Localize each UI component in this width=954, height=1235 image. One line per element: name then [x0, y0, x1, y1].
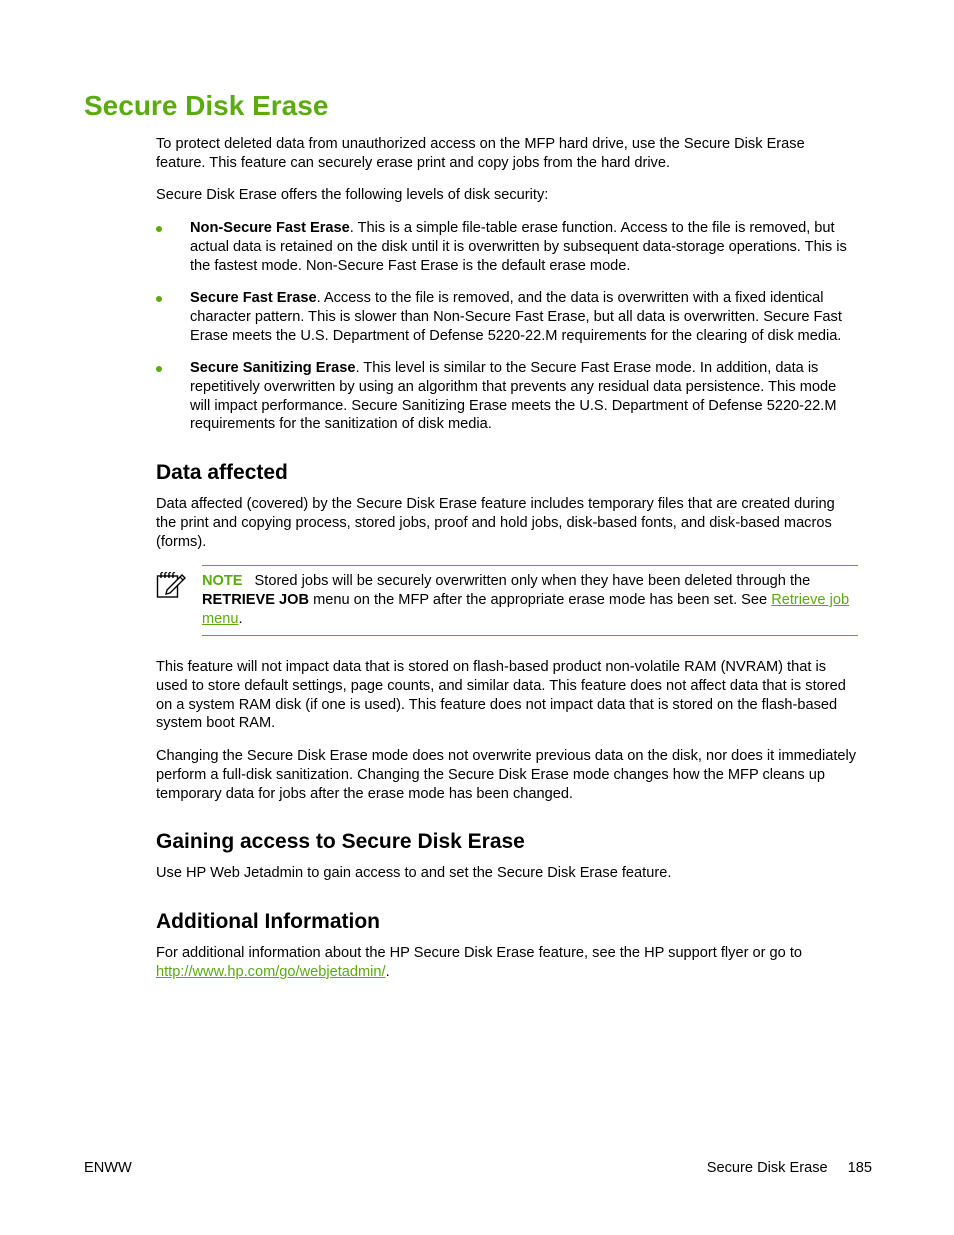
additional-text-end: .: [385, 963, 390, 980]
note-text: Stored jobs will be securely overwritten only when they have been deleted through the: [254, 573, 811, 590]
list-item-term: Non-Secure Fast Erase: [190, 220, 350, 237]
retrieve-job-menu-link[interactable]: Retrieve job menu: [202, 591, 850, 627]
changing-mode-paragraph: Changing the Secure Disk Erase mode does not overwrite previous data on the disk, nor does it immediately perform a full-disk sanitization. Changing the Secure Disk Erase mode changes how the MFP cleans up temporary data for jobs after the erase mode has been changed.: [156, 748, 857, 802]
page-title: Secure Disk Erase: [84, 90, 329, 121]
additional-text: For additional information about the HP Secure Disk Erase feature, see the HP support flyer or go to: [156, 944, 802, 961]
main-content: [156, 135, 858, 995]
list-item: [156, 359, 858, 434]
intro-paragraph-2: Secure Disk Erase offers the following levels of disk security:: [156, 187, 549, 204]
list-item: [156, 289, 858, 345]
data-affected-paragraph: Data affected (covered) by the Secure Disk Erase feature includes temporary files that are created during the print and copying process, stored jobs, proof and hold jobs, disk-based fonts, and disk-based macros (forms).: [156, 496, 835, 550]
footer-section-title: Secure Disk Erase: [706, 1160, 828, 1176]
webjetadmin-link[interactable]: http://www.hp.com/go/webjetadmin/: [156, 963, 386, 980]
bullet-dot-icon: [156, 366, 162, 372]
list-item-text: . This level is similar to the Secure Fast Erase mode. In addition, data is repetitively overwritten by using an algorithm that prevents any residual data persistence. This mode will impact performance. Secure Sanitizing Erase meets the U.S. Department of Defense 5220-22.M requirements for the sanitization of disk media.: [190, 360, 837, 433]
list-item: [156, 219, 858, 275]
bullet-dot-icon: [156, 296, 162, 302]
note-text-continued: menu on the MFP after the appropriate erase mode has been set. See: [309, 591, 772, 608]
list-item-term: Secure Fast Erase: [190, 290, 317, 307]
page-number: 185: [847, 1160, 872, 1176]
list-item-term: Secure Sanitizing Erase: [190, 360, 356, 377]
note-label: NOTE: [202, 573, 243, 590]
footer-right: [707, 1160, 872, 1176]
intro-paragraph-1: To protect deleted data from unauthorized access on the MFP hard drive, use the Secure Disk Erase feature. This feature can securely erase print and copy jobs from the hard drive.: [156, 136, 805, 171]
additional-information-paragraph: [156, 944, 858, 981]
footer-left-label: ENWW: [84, 1160, 132, 1176]
note-callout: [156, 565, 858, 636]
section-heading-data-affected: Data affected: [156, 461, 288, 485]
gaining-access-paragraph: Use HP Web Jetadmin to gain access to and set the Secure Disk Erase feature.: [156, 865, 672, 882]
list-item-text: . This is a simple file-table erase function. Access to the file is removed, but actual data is retained on the disk until it is overwritten by subsequent data-storage operations. This is the fastest mode. Non-Secure Fast Erase is the default erase mode.: [190, 220, 847, 274]
note-text-end: .: [238, 610, 243, 627]
note-pad-pencil-icon: [156, 571, 186, 599]
security-levels-list: [156, 219, 858, 434]
bullet-dot-icon: [156, 226, 162, 232]
note-menu-name: RETRIEVE JOB: [202, 591, 310, 608]
nvram-paragraph: This feature will not impact data that is stored on flash-based product non-volatile RAM (NVRAM) that is used to store default settings, page counts, and similar data. This feature does not affect data that is stored on a system RAM disk (if one is used). This feature does not impact data that is stored on the flash-based system boot RAM.: [156, 659, 846, 732]
note-box: [202, 565, 858, 636]
section-heading-gaining-access: Gaining access to Secure Disk Erase: [156, 830, 525, 854]
section-heading-additional-information: Additional Information: [156, 909, 380, 933]
list-item-text: . Access to the file is removed, and the data is overwritten with a fixed identical character pattern. This is slower than Non-Secure Fast Erase, but all data is overwritten. Secure Fast Erase meets the U.S. Department of Defense 5220-22.M requirements for the clearing of disk media.: [190, 290, 842, 344]
